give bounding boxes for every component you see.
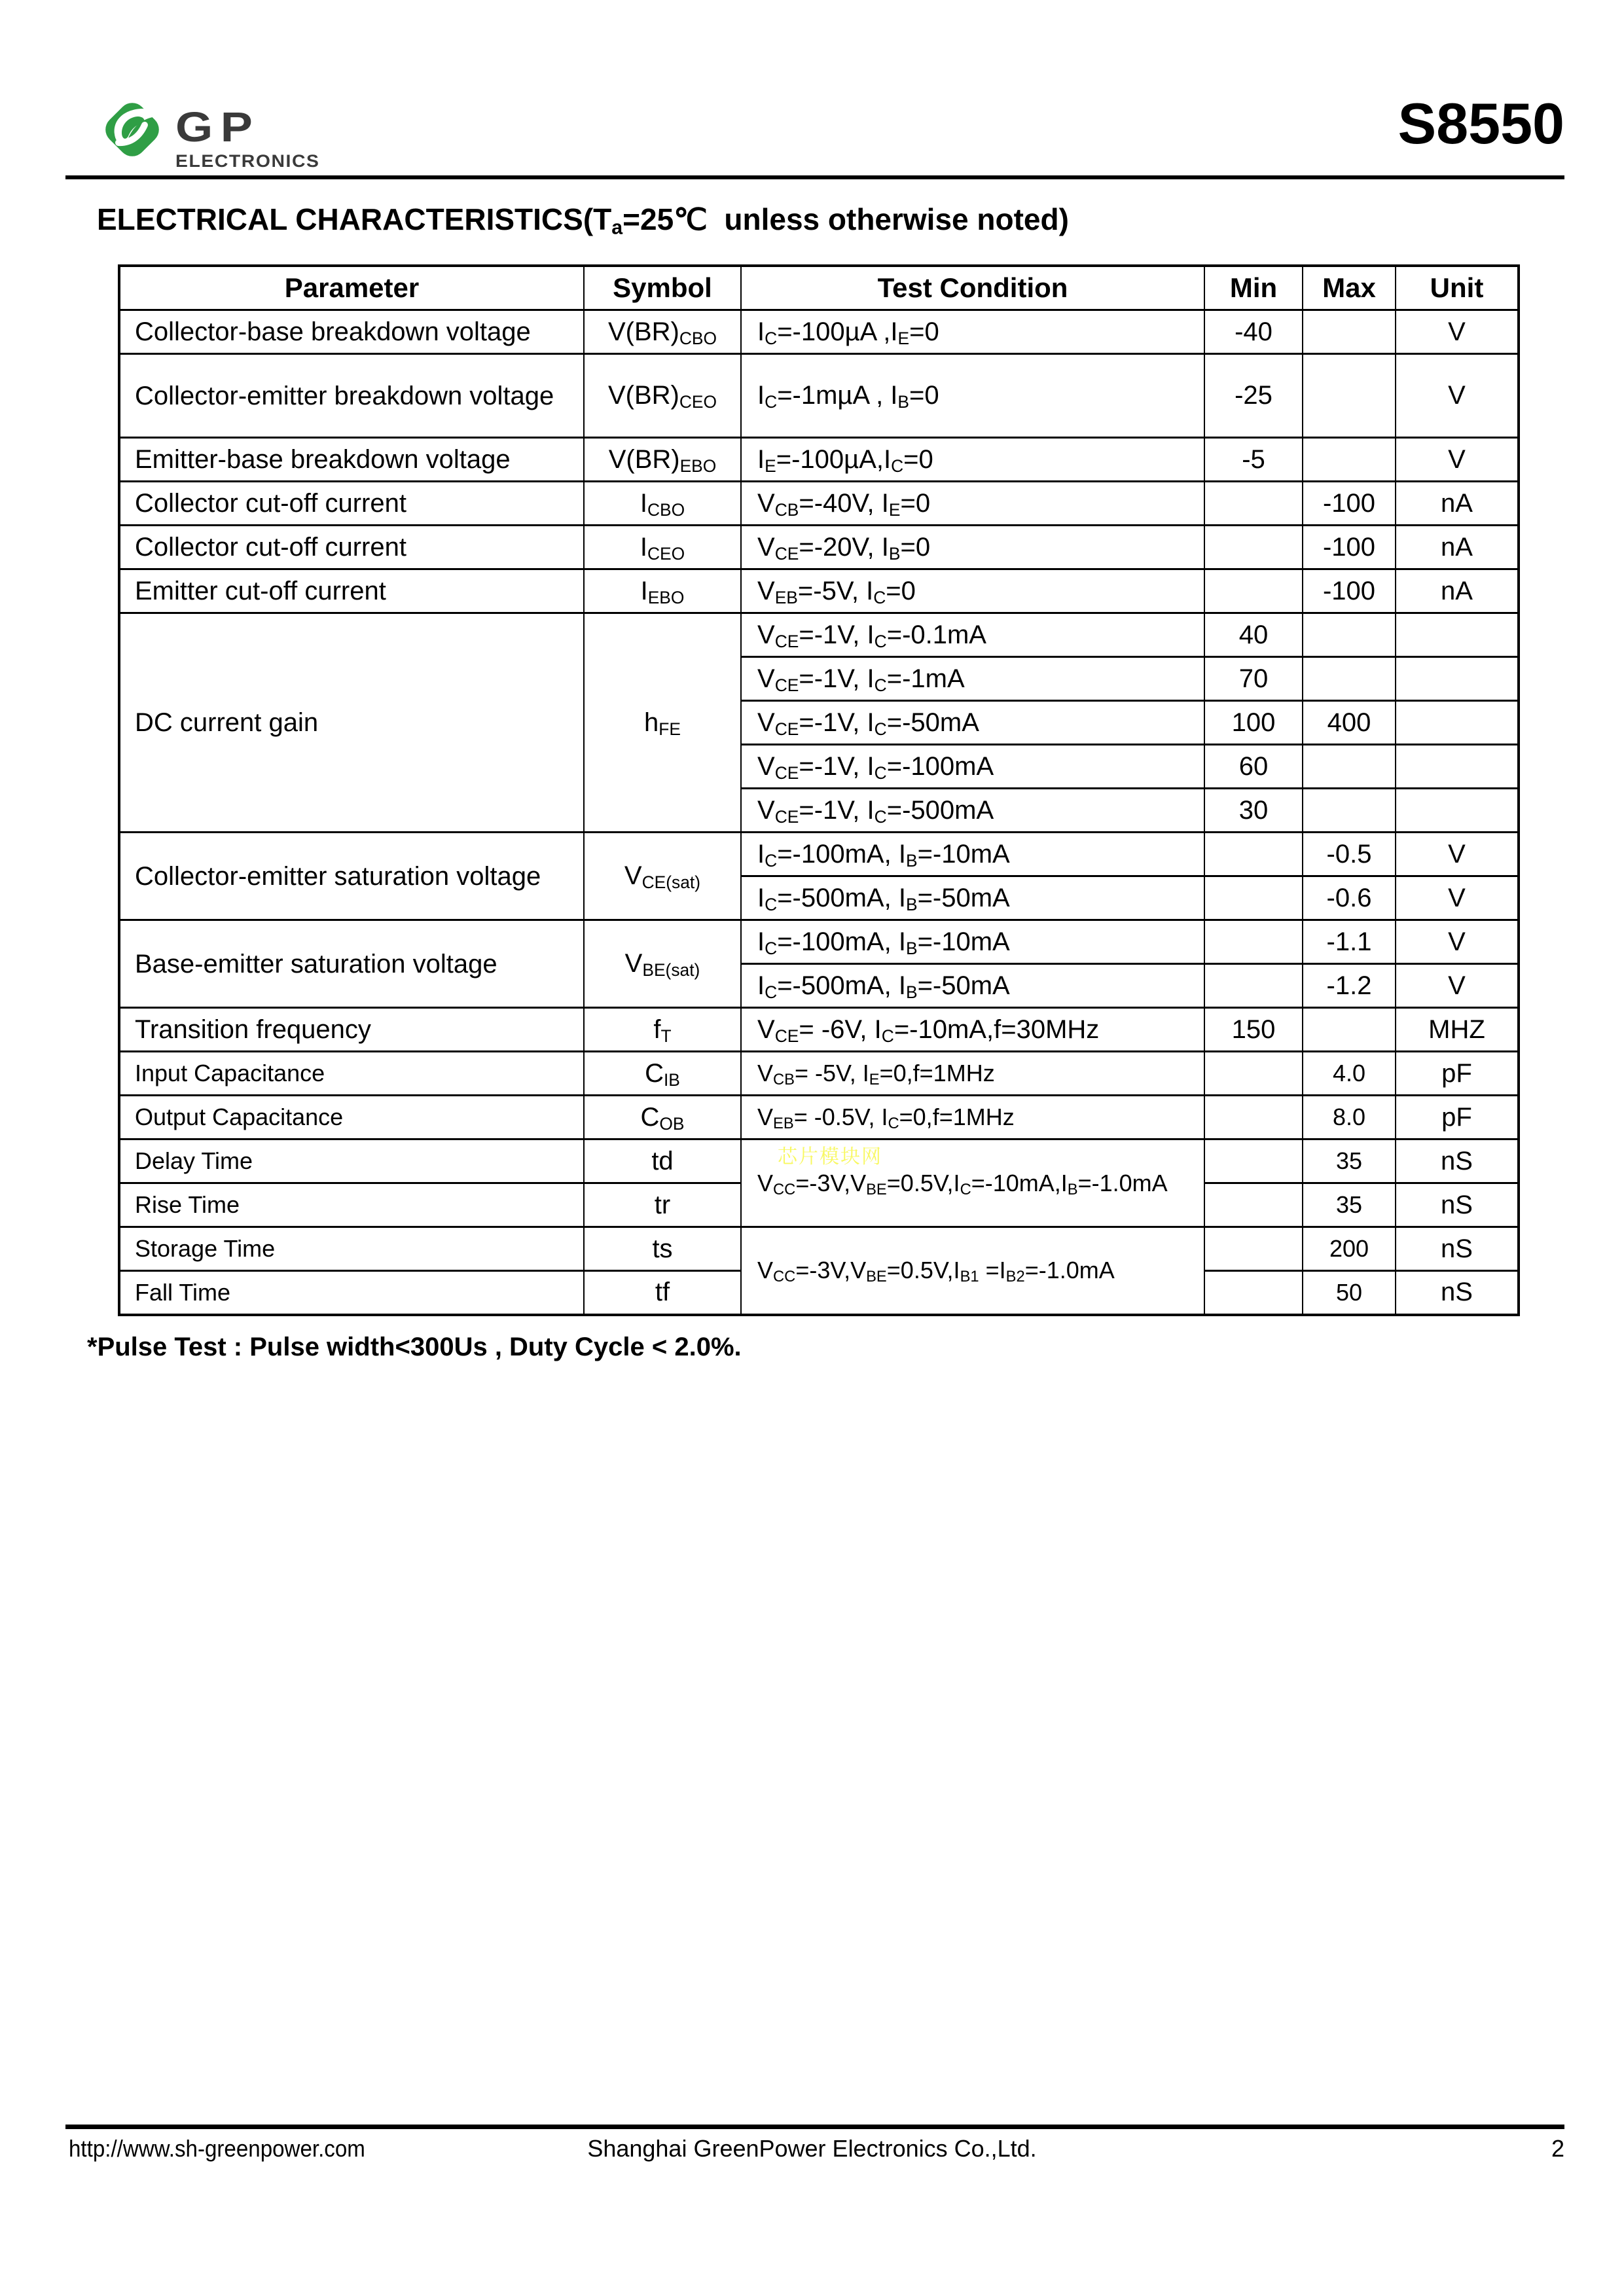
cell-unit (1396, 789, 1519, 833)
cell-min (1204, 1096, 1303, 1139)
cell-symbol: $V_{CE(sat)}$ (584, 833, 741, 920)
cell-test-condition: $I_C=-500mA$, $I_B=-50mA$ (741, 964, 1204, 1008)
row-emitter-cutoff-iebo (119, 569, 1519, 613)
col-header-unit: Unit (1396, 266, 1519, 310)
cell-test-condition: $V_{CE}=-1V$, $I_C=-1mA$ (741, 657, 1204, 701)
cell-min (1204, 964, 1303, 1008)
cell-test-condition: $I_C=-100mA$, $I_B=-10mA$ (741, 833, 1204, 876)
cell-symbol: $V_{BE(sat)}$ (584, 920, 741, 1008)
cell-min: 150 (1204, 1008, 1303, 1052)
cell-test-condition: $V_{CE}=-1V$, $I_C=-500mA$ (741, 789, 1204, 833)
cell-test-condition: $V_{CE}=-1V$, $I_C=-100mA$ (741, 745, 1204, 789)
cell-unit: V (1396, 964, 1519, 1008)
cell-test-condition: $V_{EB}=-5V$, $I_C=0$ (741, 569, 1204, 613)
cell-unit: pF (1396, 1096, 1519, 1139)
cell-symbol: $C_{IB}$ (584, 1052, 741, 1096)
cell-min: -40 (1204, 310, 1303, 354)
cell-max: -0.5 (1303, 833, 1396, 876)
cell-unit (1396, 657, 1519, 701)
cell-unit: nA (1396, 482, 1519, 526)
cell-symbol: $V(BR)_{EBO}$ (584, 438, 741, 482)
cell-unit: nA (1396, 569, 1519, 613)
cell-test-condition: $I_E=-100\mu A,I_C=0$ (741, 438, 1204, 482)
cell-parameter: Emitter cut-off current (119, 569, 584, 613)
cell-test-condition: $I_C=-100mA$, $I_B=-10mA$ (741, 920, 1204, 964)
gp-logo-icon (98, 90, 166, 169)
cell-symbol: $V(BR)_{CBO}$ (584, 310, 741, 354)
cell-max: 50 (1303, 1271, 1396, 1315)
cell-max: 35 (1303, 1139, 1396, 1183)
col-header-test-condition: Test Condition (741, 266, 1204, 310)
cell-min: 100 (1204, 701, 1303, 745)
cell-max (1303, 1008, 1396, 1052)
cell-unit: nS (1396, 1183, 1519, 1227)
row-input-capacitance (119, 1052, 1519, 1096)
cell-min (1204, 876, 1303, 920)
cell-max (1303, 354, 1396, 438)
footer-page-number: 2 (1551, 2135, 1564, 2162)
cell-max: 400 (1303, 701, 1396, 745)
cell-parameter: Collector-emitter breakdown voltage (119, 354, 584, 438)
row-vbe-sat (119, 920, 1519, 964)
footer-company: Shanghai GreenPower Electronics Co.,Ltd. (587, 2135, 1037, 2162)
cell-test-condition: $V_{CE}=-20V$, $I_B=0$ (741, 526, 1204, 569)
cell-max: -100 (1303, 526, 1396, 569)
cell-parameter: Output Capacitance (119, 1096, 584, 1139)
cell-unit: V (1396, 354, 1519, 438)
cell-symbol: $I_{CEO}$ (584, 526, 741, 569)
col-header-symbol: Symbol (584, 266, 741, 310)
cell-parameter: DC current gain (119, 613, 584, 833)
cell-unit: V (1396, 876, 1519, 920)
cell-min: 60 (1204, 745, 1303, 789)
row-collector-cutoff-icbo (119, 482, 1519, 526)
cell-unit (1396, 701, 1519, 745)
cell-max (1303, 438, 1396, 482)
cell-max (1303, 310, 1396, 354)
cell-test-condition: $V_{CE}=-1V$, $I_C=-50mA$ (741, 701, 1204, 745)
cell-parameter: Transition frequency (119, 1008, 584, 1052)
cell-test-condition: $V_{CE}= -6V$, $I_C=-10mA,f=30MHz$ (741, 1008, 1204, 1052)
row-emitter-base-breakdown (119, 438, 1519, 482)
cell-parameter: Collector cut-off current (119, 526, 584, 569)
table-header-row (119, 266, 1519, 310)
cell-min (1204, 526, 1303, 569)
cell-max: -100 (1303, 569, 1396, 613)
cell-min: 40 (1204, 613, 1303, 657)
brand-electronics-label: ELECTRONICS (175, 151, 320, 171)
cell-parameter: Storage Time (119, 1227, 584, 1271)
row-transition-frequency (119, 1008, 1519, 1052)
cell-test-condition: $I_C=-500mA$, $I_B=-50mA$ (741, 876, 1204, 920)
cell-symbol: $I_{CBO}$ (584, 482, 741, 526)
cell-max: 8.0 (1303, 1096, 1396, 1139)
cell-parameter: Emitter-base breakdown voltage (119, 438, 584, 482)
cell-test-condition: $V_{CB}=-40V$, $I_E=0$ (741, 482, 1204, 526)
pulse-test-footnote: *Pulse Test : Pulse width<300Us , Duty Cycle < 2.0%. (87, 1333, 742, 1361)
header-divider (65, 175, 1564, 179)
cell-unit: nS (1396, 1139, 1519, 1183)
col-header-min: Min (1204, 266, 1303, 310)
col-header-parameter: Parameter (119, 266, 584, 310)
cell-unit: nA (1396, 526, 1519, 569)
cell-min (1204, 833, 1303, 876)
cell-test-condition: $I_C=-1m\mu A$ , $I_B=0$ (741, 354, 1204, 438)
cell-parameter: Delay Time (119, 1139, 584, 1183)
section-title: ELECTRICAL $CHARACTERISTICS(T_a=25℃$ unless otherwise noted) (97, 202, 1069, 239)
cell-max (1303, 613, 1396, 657)
cell-min (1204, 569, 1303, 613)
cell-parameter: Rise Time (119, 1183, 584, 1227)
cell-unit: V (1396, 833, 1519, 876)
cell-max: -0.6 (1303, 876, 1396, 920)
row-dc-current-gain (119, 613, 1519, 657)
cell-symbol: $C_{OB}$ (584, 1096, 741, 1139)
footer-url: http://www.sh-greenpower.com (69, 2135, 365, 2162)
cell-min (1204, 1271, 1303, 1315)
cell-test-condition: $I_C=-100\mu A$ $,I_E=0$ (741, 310, 1204, 354)
cell-unit: V (1396, 920, 1519, 964)
cell-symbol: tr (584, 1183, 741, 1227)
cell-parameter: Fall Time (119, 1271, 584, 1315)
cell-unit: pF (1396, 1052, 1519, 1096)
cell-max (1303, 789, 1396, 833)
cell-parameter: Collector cut-off current (119, 482, 584, 526)
row-collector-emitter-breakdown (119, 354, 1519, 438)
watermark-text: 芯片模块网 (778, 1145, 882, 1168)
cell-min (1204, 1052, 1303, 1096)
cell-max: -100 (1303, 482, 1396, 526)
cell-symbol: $h_{FE}$ (584, 613, 741, 833)
cell-symbol: $f_T$ (584, 1008, 741, 1052)
cell-max: -1.2 (1303, 964, 1396, 1008)
cell-test-condition: $V_{CC}=-3V,V_{BE}=0.5V,I_{B1} =I_{B2}=-1.0mA$ (741, 1227, 1204, 1315)
cell-symbol: tf (584, 1271, 741, 1315)
row-storage-time (119, 1227, 1519, 1271)
cell-min (1204, 1183, 1303, 1227)
brand-text (175, 103, 320, 171)
cell-parameter: Input Capacitance (119, 1052, 584, 1096)
cell-max: 4.0 (1303, 1052, 1396, 1096)
cell-unit (1396, 745, 1519, 789)
cell-unit: nS (1396, 1227, 1519, 1271)
cell-symbol: $V(BR)_{CEO}$ (584, 354, 741, 438)
cell-max: 200 (1303, 1227, 1396, 1271)
cell-test-condition: $V_{CE}=-1V$, $I_C=-0.1mA$ (741, 613, 1204, 657)
cell-test-condition: $V_{EB}= -0.5V$, $I_C=0,f=1MHz$ (741, 1096, 1204, 1139)
cell-parameter: Base-emitter saturation voltage (119, 920, 584, 1008)
footer-divider (65, 2125, 1564, 2129)
row-vce-sat (119, 833, 1519, 876)
cell-min (1204, 1139, 1303, 1183)
cell-min (1204, 920, 1303, 964)
cell-max: 35 (1303, 1183, 1396, 1227)
cell-unit: V (1396, 310, 1519, 354)
cell-min: 70 (1204, 657, 1303, 701)
cell-min: -5 (1204, 438, 1303, 482)
cell-parameter: Collector-emitter saturation voltage (119, 833, 584, 920)
cell-unit: V (1396, 438, 1519, 482)
cell-symbol: $I_{EBO}$ (584, 569, 741, 613)
cell-test-condition: $V_{CB}= -5V$, $I_E=0,f=1MHz$ (741, 1052, 1204, 1096)
cell-test-condition: $V_{CC}=-3V,V_{BE}=0.5V,I_C=-10mA,I_B=-1.0mA$ (741, 1139, 1204, 1227)
row-output-capacitance (119, 1096, 1519, 1139)
brand-gp-label: GP (175, 103, 261, 151)
cell-symbol: ts (584, 1227, 741, 1271)
cell-parameter: Collector-base breakdown voltage (119, 310, 584, 354)
cell-min (1204, 1227, 1303, 1271)
cell-min: -25 (1204, 354, 1303, 438)
col-header-max: Max (1303, 266, 1396, 310)
row-collector-cutoff-iceo (119, 526, 1519, 569)
cell-symbol: td (584, 1139, 741, 1183)
cell-min: 30 (1204, 789, 1303, 833)
cell-unit (1396, 613, 1519, 657)
cell-unit: nS (1396, 1271, 1519, 1315)
cell-unit: MHZ (1396, 1008, 1519, 1052)
gp-logo (98, 90, 320, 171)
cell-min (1204, 482, 1303, 526)
part-number: S8550 (1398, 91, 1564, 156)
cell-max (1303, 745, 1396, 789)
cell-max: -1.1 (1303, 920, 1396, 964)
row-collector-base-breakdown (119, 310, 1519, 354)
cell-max (1303, 657, 1396, 701)
